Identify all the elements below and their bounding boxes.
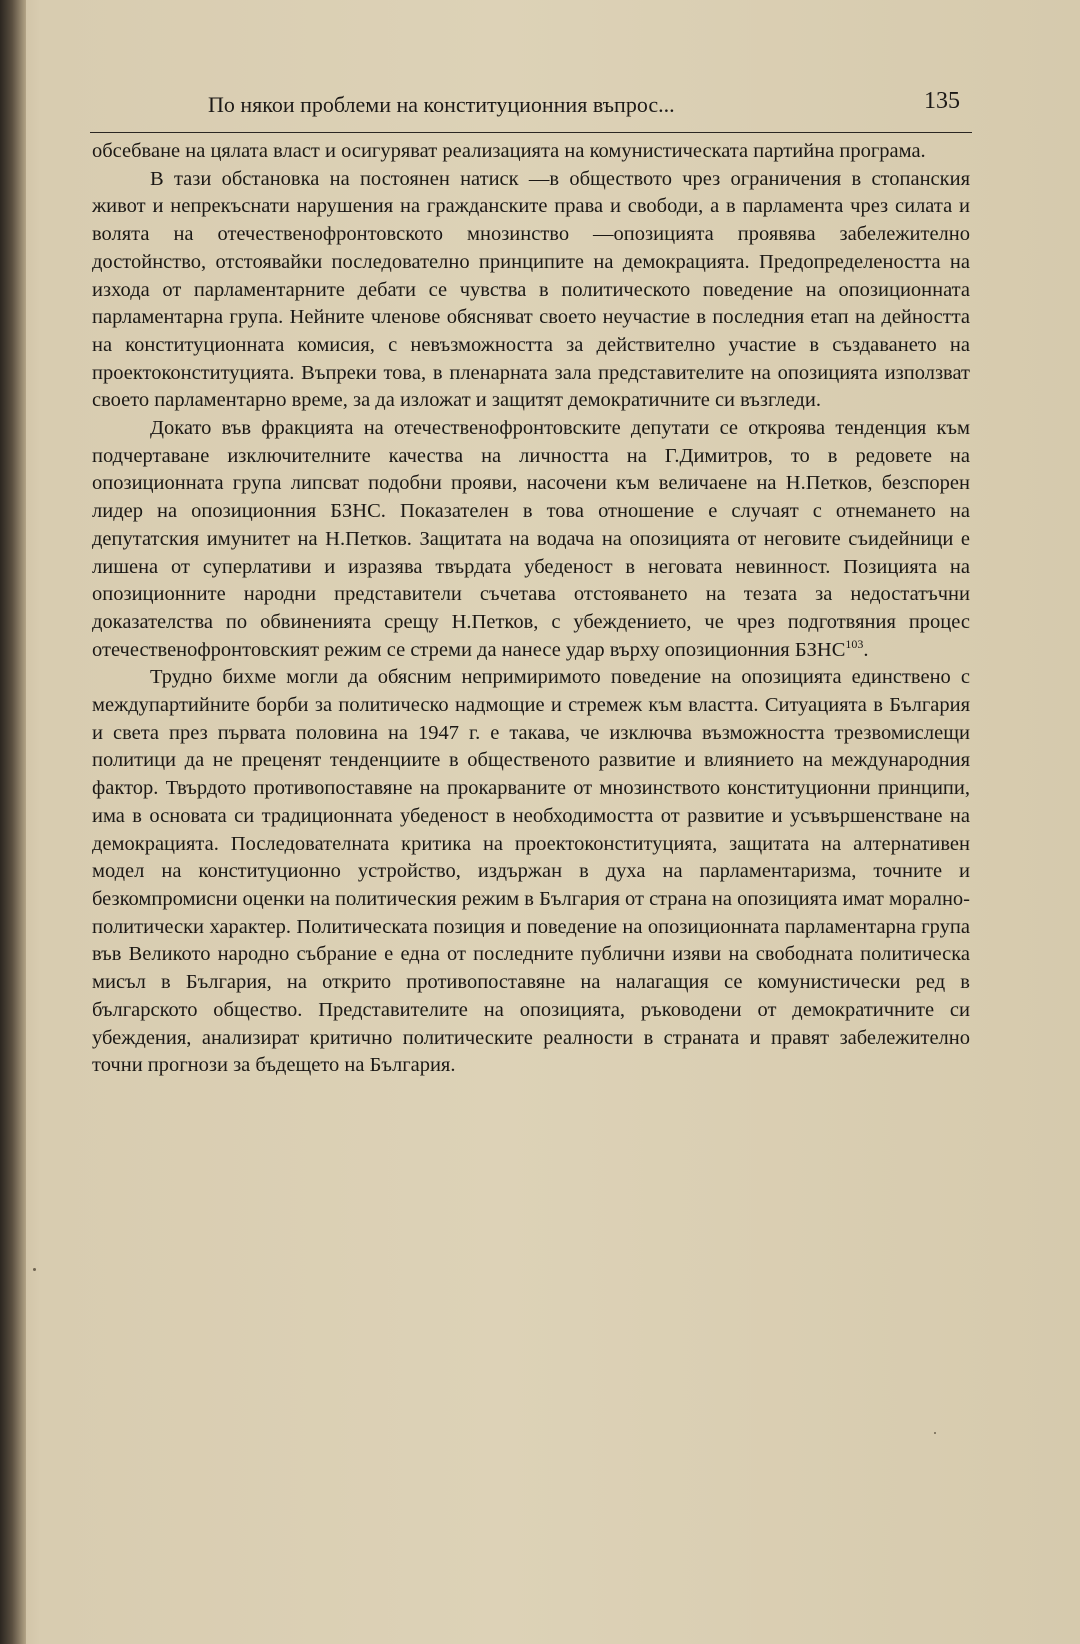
running-title: По някои проблеми на конституционния въпрос... bbox=[208, 92, 675, 117]
paper-speck bbox=[934, 1432, 936, 1434]
body-text bbox=[92, 138, 970, 1080]
paper-speck bbox=[33, 1268, 36, 1271]
paragraph-3-text: Докато във фракцията на отечественофронтовските депутати се откроява тенденция към подчертаване изключителните качества на личността на Г.Димитров, то в редовете на опозиционната група липсват подобни прояви, насочени към величаене на Н.Петков, безспорен лидер на опозиционния БЗНС. Показателен в това отношение е случаят с отнемането на депутатския имунитет на Н.Петков. Защитата на водача на опозицията от неговите съидейници е лишена от суперлативи и изразява твърдата убеденост в неговата невинност. Позицията на опозиционните народни представители съчетава отстояването на тезата за недостатъчни доказателства по обвиненията срещу Н.Петков, с убеждението, че чрез подготвяния процес отечественофронтовският режим се стреми да нанесе удар върху опозиционния БЗНС bbox=[92, 417, 970, 661]
paragraph-4: Трудно бихме могли да обясним непримиримото поведение на опозицията единствено с междупартийните борби за политическо надмощие и стремеж към властта. Ситуацията в България и света през първата половина на 1947 г. е такава, че изключва възможността трезвомислещи политици да не преценят тенденциите в общественото развитие и влиянието на международния фактор. Твърдото противопоставяне на прокарваните от мнозинството конституционни принципи, има в основата си традиционната убеденост в необходимостта от развитие и усъвършенстване на демокрацията. Последователната критика на проектоконституцията, защитата на алтернативен модел на конституционно устройство, издържан в духа на парламентаризма, точните и безкомпромисни оценки на политическия режим в България от страна на опозицията имат морално-политически характер. Политическата позиция и поведение на опозиционната парламентарна група във Великото народно събрание е една от последните публични изяви на свободната политическа мисъл в България, на открито противопоставяне на налагащия се комунистически ред в българското общество. Представителите на опозицията, ръководени от демократичните си убеждения, анализират критично политическите реалности в страната и правят забележително точни прогнози за бъдещето на България. bbox=[92, 666, 970, 1077]
header-divider bbox=[90, 132, 972, 133]
page-number: 135 bbox=[924, 88, 960, 114]
running-header bbox=[90, 86, 972, 128]
paragraph-3 bbox=[92, 415, 970, 664]
footnote-reference: 103 bbox=[845, 636, 864, 651]
paragraph-3-end: . bbox=[863, 638, 869, 661]
paragraph-2: В тази обстановка на постоянен натиск —в обществото чрез ограничения в стопанския живот и непрекъснати нарушения на гражданските права и свободи, а в парламента чрез силата и волята на отечественофронтовското мнозинство —опозицията проявява забележително достойнство, отстоявайки последователно принципите на демокрацията. Предопределеността на изхода от парламентарните дебати се чувства в политическото поведение на опозиционната парламентарна група. Нейните членове обясняват своето неучастие в последния етап на дейността на конституционната комисия, с невъзможността за действително участие в създаването на проектоконституцията. Въпреки това, в пленарната зала представителите на опозицията използват своето парламентарно време, за да изложат и защитят демократичните си възгледи. bbox=[92, 167, 970, 412]
paragraph-1: обсебване на цялата власт и осигуряват реализацията на комунистическата партийна програма. bbox=[92, 140, 926, 162]
book-binding-edge bbox=[0, 0, 26, 1644]
